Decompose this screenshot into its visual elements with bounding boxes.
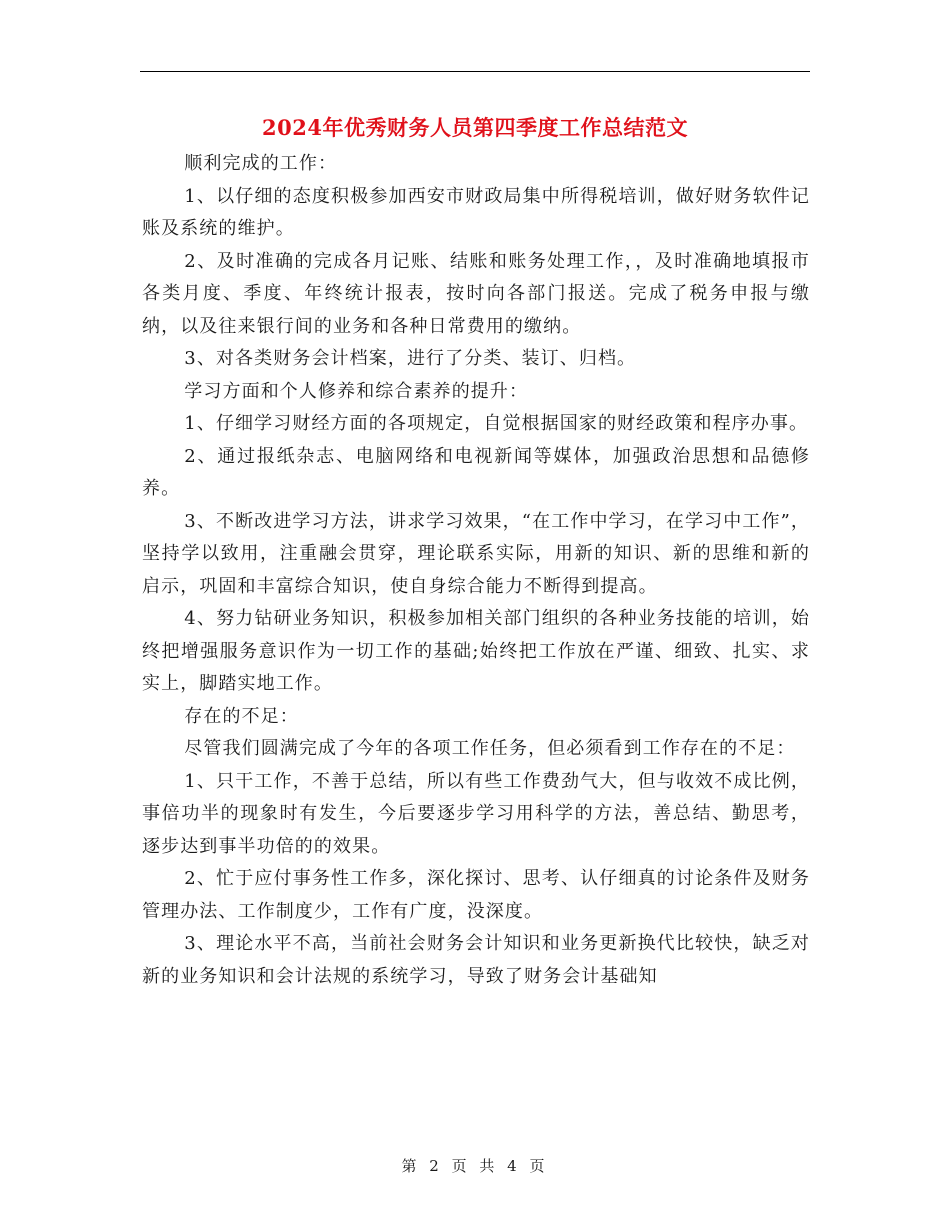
paragraph: 2、忙于应付事务性工作多，深化探讨、思考、认仔细真的讨论条件及财务管理办法、工作制度少，工作有广度，没深度。: [142, 868, 810, 922]
paragraph: 3、对各类财务会计档案，进行了分类、装订、归档。: [184, 348, 637, 369]
section-heading: 学习方面和个人修养和综合素养的提升：: [184, 380, 529, 402]
section-heading: 存在的不足：: [184, 705, 299, 727]
paragraph: 1、只干工作，不善于总结，所以有些工作费劲气大，但与收效不成比例，事倍功半的现象时有发生，今后要逐步学习用科学的方法，善总结、勤思考，逐步达到事半功倍的的效果。: [142, 770, 810, 857]
document-body: [142, 148, 810, 993]
paragraph: 尽管我们圆满完成了今年的各项工作任务，但必须看到工作存在的不足：: [184, 738, 796, 759]
paragraph: 3、理论水平不高，当前社会财务会计知识和业务更新换代比较快，缺乏对新的业务知识和会计法规的系统学习，导致了财务会计基础知: [142, 933, 810, 987]
paragraph: 4、努力钻研业务知识，积极参加相关部门组织的各种业务技能的培训，始终把增强服务意识作为一切工作的基础;始终把工作放在严谨、细致、扎实、求实上，脚踏实地工作。: [142, 608, 810, 694]
document-title: 2024年优秀财务人员第四季度工作总结范文: [262, 115, 688, 140]
paragraph: 顺利完成的工作：: [184, 153, 338, 174]
paragraph: 2、通过报纸杂志、电脑网络和电视新闻等媒体，加强政治思想和品德修养。: [142, 445, 810, 499]
header-rule: [140, 71, 810, 72]
paragraph: 1、仔细学习财经方面的各项规定，自觉根据国家的财经政策和程序办事。: [184, 413, 809, 434]
paragraph: 3、不断改进学习方法，讲求学习效果，“在工作中学习，在学习中工作”，坚持学以致用，注重融会贯穿，理论联系实际，用新的知识、新的思维和新的启示，巩固和丰富综合知识，使自身综合能力不断得到提高。: [142, 510, 810, 597]
paragraph: 2、及时准确的完成各月记账、结账和账务处理工作，，及时准确地填报市各类月度、季度、年终统计报表，按时向各部门报送。完成了税务申报与缴纳，以及往来银行间的业务和各种日常费用的缴纳。: [142, 250, 810, 337]
page-number-footer: 第 2 页 共 4 页: [401, 1157, 549, 1175]
paragraph: 1、以仔细的态度积极参加西安市财政局集中所得税培训，做好财务软件记账及系统的维护。: [142, 185, 810, 239]
